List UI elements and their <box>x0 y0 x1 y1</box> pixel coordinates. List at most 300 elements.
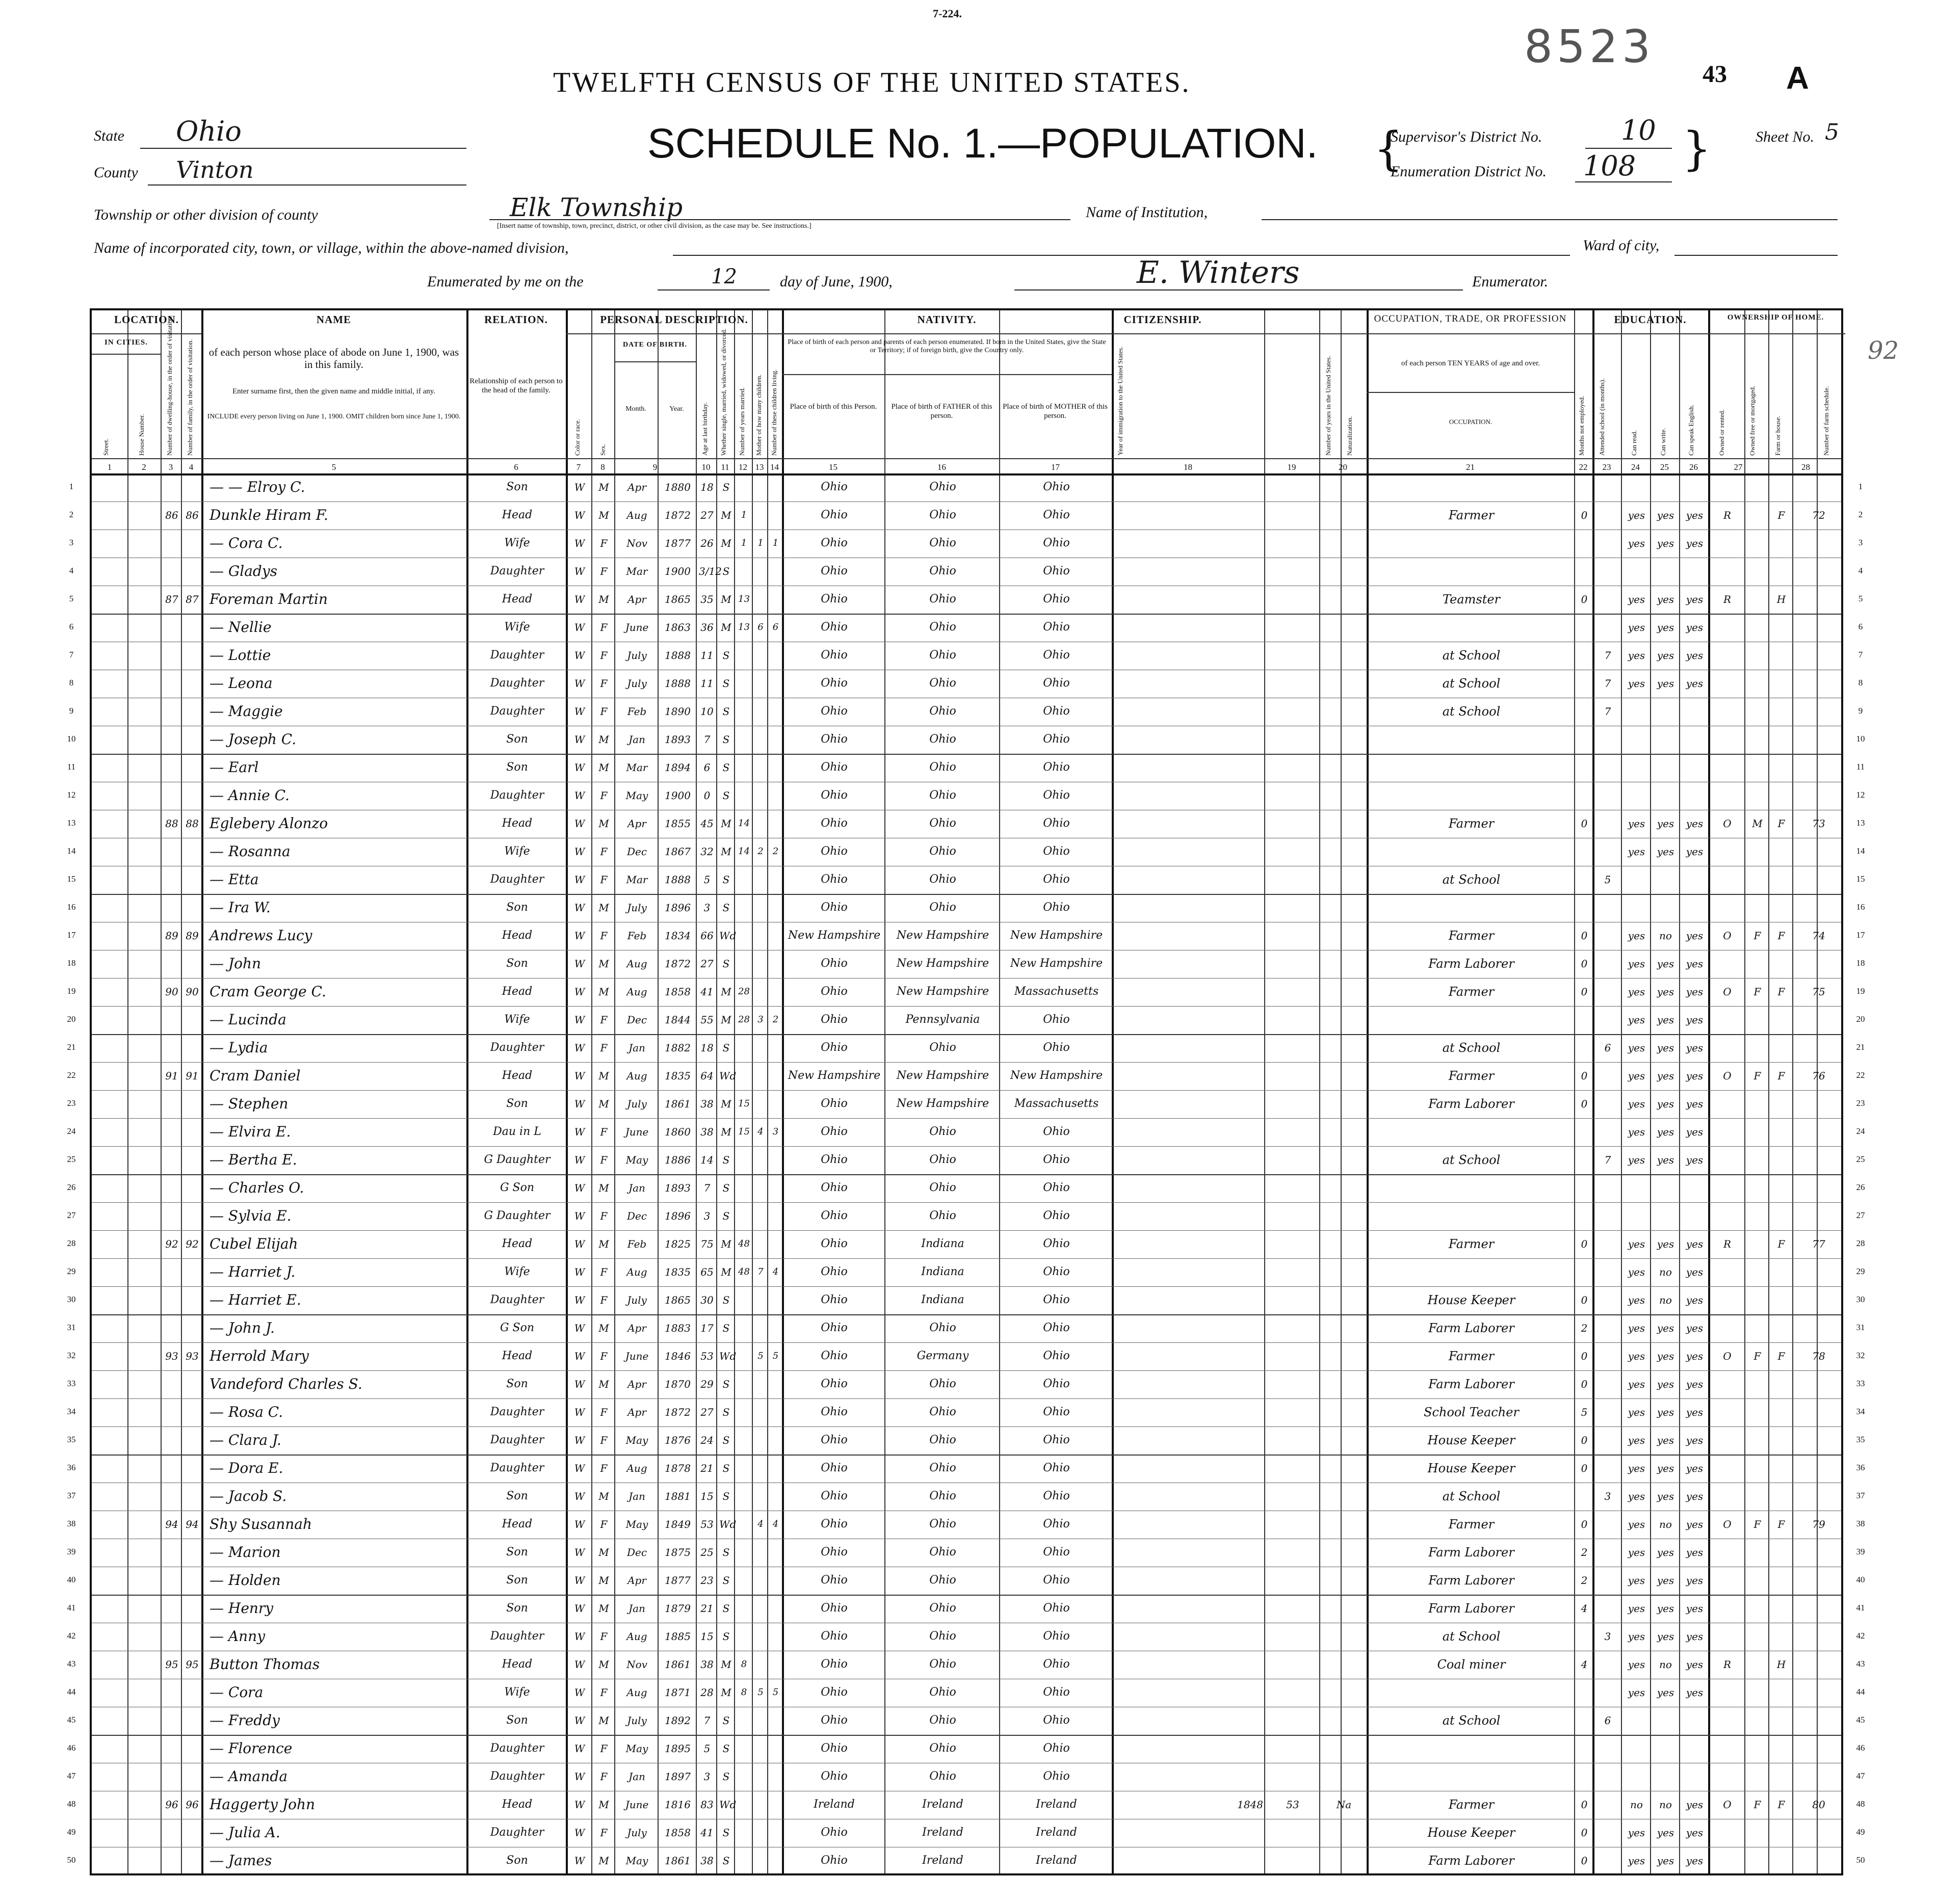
cell-yr: 1844 <box>665 1014 691 1026</box>
row-number: 26 <box>67 1182 76 1192</box>
column-rule <box>591 310 592 1873</box>
cell-fh: H <box>1776 1658 1786 1671</box>
cell-cl: 2 <box>772 1014 779 1025</box>
cell-c: W <box>574 1518 585 1530</box>
cell-age: 21 <box>700 1462 714 1474</box>
cell-fa: 90 <box>186 986 199 998</box>
naturalization-header: Naturalization. <box>1346 416 1353 456</box>
cell-yr: 1846 <box>665 1350 691 1362</box>
cell-s: M <box>598 1574 609 1586</box>
cell-mo: Nov <box>626 1658 647 1671</box>
cell-bp: Ohio <box>821 1293 848 1306</box>
cell-mo: Mar <box>626 761 648 774</box>
cell-bp: Ohio <box>821 1434 848 1446</box>
cell-bf: Ohio <box>929 1518 956 1530</box>
cell-own: O <box>1723 1070 1732 1082</box>
row-number: 47 <box>1856 1771 1865 1781</box>
cell-sc: 3 <box>1604 1490 1611 1502</box>
cell-c: W <box>574 902 585 914</box>
cell-bm: Ohio <box>1043 761 1070 774</box>
cell-fh: F <box>1777 930 1785 942</box>
cell-mo: Aug <box>626 1070 647 1082</box>
can-speak-header: Can speak English. <box>1687 404 1695 456</box>
cell-c: W <box>574 1126 585 1138</box>
cell-sp: yes <box>1686 1490 1704 1502</box>
cell-s: F <box>600 1294 608 1306</box>
cell-yr: 1872 <box>665 1406 691 1418</box>
row-rule <box>92 1398 1841 1399</box>
row-number: 3 <box>1858 538 1863 547</box>
cell-yr: 1875 <box>665 1546 691 1558</box>
cell-bf: Ohio <box>929 705 956 718</box>
column-number: 22 <box>1579 462 1588 472</box>
cell-name: Cram George C. <box>210 983 326 1000</box>
cell-wr: yes <box>1657 1042 1674 1054</box>
cell-rd: yes <box>1628 593 1645 605</box>
cell-bf: Ohio <box>929 1574 956 1586</box>
cell-wr: yes <box>1657 1855 1674 1867</box>
cell-c: W <box>574 537 585 549</box>
column-number: 26 <box>1689 462 1698 472</box>
cell-age: 26 <box>700 537 714 549</box>
cell-bf: Ohio <box>929 509 956 521</box>
cell-name: — Marion <box>210 1544 281 1561</box>
cell-bf: Ohio <box>929 845 956 858</box>
cell-rel: Head <box>502 1069 533 1082</box>
row-number: 16 <box>67 902 76 912</box>
cell-bm: Ohio <box>1043 1350 1070 1362</box>
cell-bm: New Hampshire <box>1010 957 1103 970</box>
cell-bf: New Hampshire <box>896 1069 989 1082</box>
cell-occ: House Keeper <box>1427 1433 1515 1447</box>
family-header: Number of family, in the order of visitation. <box>186 339 194 456</box>
cell-bp: Ohio <box>821 1153 848 1166</box>
column-number: 18 <box>1184 462 1192 472</box>
cell-bm: New Hampshire <box>1010 929 1103 942</box>
cell-ms: M <box>721 621 731 633</box>
cell-bp: Ohio <box>821 1546 848 1558</box>
row-rule <box>92 1258 1841 1259</box>
cell-name: — Maggie <box>210 703 283 720</box>
cell-c: W <box>574 1322 585 1334</box>
cell-fa: 95 <box>186 1658 199 1671</box>
cell-mo: May <box>625 1434 648 1446</box>
cell-bp: Ohio <box>821 1770 848 1783</box>
column-rule <box>658 310 659 1873</box>
cell-bp: Ohio <box>821 1350 848 1362</box>
cell-occ: Farmer <box>1448 929 1495 943</box>
cell-bm: Massachusetts <box>1014 1097 1099 1110</box>
cell-mo: July <box>627 1714 647 1727</box>
cell-fr: F <box>1753 1350 1761 1362</box>
row-number: 20 <box>67 1014 76 1024</box>
cell-own: R <box>1723 1658 1732 1671</box>
cell-name: Cram Daniel <box>210 1067 301 1084</box>
cell-c: W <box>574 565 585 577</box>
cell-bf: Ohio <box>929 1658 956 1671</box>
cell-mo: Feb <box>627 1238 647 1250</box>
cell-fs: 72 <box>1812 509 1825 521</box>
group-education: EDUCATION. <box>1614 313 1687 326</box>
cell-occ: Farmer <box>1448 1237 1495 1251</box>
cell-name: Cubel Elijah <box>210 1235 298 1252</box>
cell-age: 15 <box>700 1630 714 1643</box>
cell-wr: yes <box>1657 1406 1674 1418</box>
cell-ms: M <box>721 986 731 998</box>
cell-c: W <box>574 930 585 942</box>
cell-own: R <box>1723 509 1732 521</box>
row-number: 30 <box>67 1294 76 1304</box>
cell-wr: yes <box>1657 1378 1674 1390</box>
cell-name: — Etta <box>210 871 259 888</box>
cell-yr: 1892 <box>665 1714 691 1727</box>
cell-age: 53 <box>700 1518 714 1530</box>
cell-s: M <box>598 1238 609 1250</box>
column-rule <box>127 310 128 1873</box>
cell-bp: Ohio <box>821 677 848 690</box>
cell-ms: M <box>721 1238 731 1250</box>
row-number: 21 <box>1856 1042 1865 1052</box>
cell-age: 27 <box>700 958 714 970</box>
cell-bm: Ohio <box>1043 1742 1070 1755</box>
cell-wr: yes <box>1657 1126 1674 1138</box>
cell-bp: Ohio <box>821 1686 848 1699</box>
cell-sc: 3 <box>1604 1630 1611 1643</box>
cell-ms: S <box>722 1827 730 1839</box>
cell-s: M <box>598 481 609 493</box>
cell-bp: Ohio <box>821 1742 848 1755</box>
cell-mo: July <box>627 649 647 662</box>
cell-bf: Ohio <box>929 1742 956 1755</box>
cell-own: O <box>1723 986 1732 998</box>
cell-c: W <box>574 1434 585 1446</box>
cell-yr: 1886 <box>665 1154 691 1166</box>
form-number: 7-224. <box>933 7 962 20</box>
cell-name: — John <box>210 955 261 972</box>
cell-ym: 48 <box>738 1238 750 1249</box>
cell-bp: New Hampshire <box>788 1069 881 1082</box>
column-number: 10 <box>701 462 711 472</box>
row-number: 33 <box>1856 1379 1865 1388</box>
cell-age: 38 <box>700 1098 714 1110</box>
cell-yr: 1861 <box>665 1855 691 1867</box>
cell-name: — Julia A. <box>210 1824 280 1841</box>
cell-name: — Cora <box>210 1684 264 1701</box>
cell-ym: 15 <box>738 1126 750 1137</box>
cell-sc: 6 <box>1604 1714 1611 1727</box>
row-number: 37 <box>1856 1491 1865 1500</box>
cell-bf: Indiana <box>921 1265 964 1278</box>
cell-fr: F <box>1753 930 1761 942</box>
cell-occ: School Teacher <box>1424 1405 1519 1419</box>
row-number: 41 <box>1856 1603 1865 1612</box>
cell-name: — Holden <box>210 1572 281 1589</box>
column-rule <box>696 310 697 1873</box>
cell-name: — Lydia <box>210 1039 268 1056</box>
cell-rel: Son <box>506 1546 528 1558</box>
cell-rd: yes <box>1628 1126 1645 1138</box>
column-rule <box>767 310 768 1873</box>
cell-c: W <box>574 1238 585 1250</box>
cell-bp: Ohio <box>821 621 848 633</box>
cell-rel: Wife <box>504 1013 530 1026</box>
cell-yr: 1861 <box>665 1658 691 1671</box>
cell-rd: yes <box>1628 509 1645 521</box>
cell-bm: Ohio <box>1043 1518 1070 1530</box>
cell-name: — Anny <box>210 1628 266 1645</box>
cell-wr: yes <box>1657 677 1674 690</box>
cell-ne: 4 <box>1581 1658 1588 1671</box>
cell-c: W <box>574 705 585 718</box>
cell-ne: 0 <box>1581 1799 1588 1811</box>
cell-sc: 7 <box>1604 1154 1611 1166</box>
cell-ms: M <box>721 1686 731 1699</box>
cell-age: 7 <box>703 1182 711 1194</box>
cell-rel: Son <box>506 761 528 774</box>
cell-rel: Wife <box>504 1265 530 1278</box>
cell-name: — Nellie <box>210 619 272 636</box>
cell-rd: yes <box>1628 1827 1645 1839</box>
cell-bp: Ohio <box>821 1462 848 1474</box>
cell-bm: Ohio <box>1043 705 1070 718</box>
cell-cl: 3 <box>772 1126 779 1137</box>
row-number: 17 <box>67 930 76 940</box>
cell-mo: Jan <box>629 1770 645 1783</box>
column-number: 28 <box>1801 462 1810 472</box>
cell-s: F <box>600 1770 608 1783</box>
row-number: 47 <box>67 1771 76 1781</box>
cell-name: — Elvira E. <box>210 1123 291 1140</box>
cell-name: Foreman Martin <box>210 591 328 607</box>
sheet-label: Sheet No. <box>1756 128 1814 145</box>
cell-rel: Son <box>506 1574 528 1586</box>
cell-wr: yes <box>1657 509 1674 521</box>
cell-bm: Ohio <box>1043 593 1070 605</box>
cell-dw: 92 <box>165 1238 178 1250</box>
cell-ne: 0 <box>1581 1350 1588 1362</box>
cell-bf: Germany <box>917 1350 969 1362</box>
cell-fs: 77 <box>1812 1238 1825 1250</box>
cell-mc: 4 <box>757 1126 764 1137</box>
cell-occ: House Keeper <box>1427 1461 1515 1475</box>
years-married-header: Number of years married. <box>738 387 746 456</box>
cell-bm: Ohio <box>1043 481 1070 493</box>
enumerator-label: Enumerator. <box>1472 273 1549 290</box>
cell-yr: 1888 <box>665 649 691 662</box>
cell-mc: 5 <box>757 1687 764 1698</box>
group-ownership: OWNERSHIP OF HOME. <box>1727 313 1824 322</box>
cell-bp: Ohio <box>821 985 848 998</box>
cell-wr: yes <box>1657 1462 1674 1474</box>
cell-sp: yes <box>1686 1126 1704 1138</box>
cell-bm: Ireland <box>1036 1798 1077 1811</box>
cell-sp: yes <box>1686 1294 1704 1306</box>
cell-mo: June <box>625 1350 649 1362</box>
county-label: County <box>94 164 138 181</box>
cell-c: W <box>574 1350 585 1362</box>
cell-fa: 89 <box>186 930 199 942</box>
attended-school-header: Attended school (in months). <box>1598 378 1606 456</box>
cell-occ: Teamster <box>1442 592 1501 606</box>
cell-age: 38 <box>700 1126 714 1138</box>
cell-dw: 91 <box>165 1070 178 1082</box>
cell-sp: yes <box>1686 817 1704 830</box>
cell-rel: Daughter <box>490 649 544 662</box>
row-number: 39 <box>67 1547 76 1556</box>
cell-mo: May <box>625 789 648 802</box>
cell-name: Herrold Mary <box>210 1347 309 1364</box>
cell-c: W <box>574 1406 585 1418</box>
cell-s: M <box>598 1070 609 1082</box>
cell-bm: Ohio <box>1043 1434 1070 1446</box>
cell-fs: 80 <box>1812 1799 1825 1811</box>
cell-bm: Ireland <box>1036 1826 1077 1839</box>
cell-yr: 1890 <box>665 705 691 718</box>
cell-age: 5 <box>703 874 711 886</box>
cell-bp: Ohio <box>821 1209 848 1222</box>
cell-s: F <box>600 565 608 577</box>
cell-age: 24 <box>700 1434 714 1446</box>
row-number: 18 <box>67 958 76 968</box>
cell-ne: 0 <box>1581 1434 1588 1446</box>
cell-c: W <box>574 1098 585 1110</box>
cell-age: 35 <box>700 593 714 605</box>
cell-bf: Ohio <box>929 481 956 493</box>
cell-rel: Wife <box>504 845 530 858</box>
row-number: 13 <box>1856 818 1865 828</box>
header-rule <box>566 333 782 334</box>
cell-s: F <box>600 537 608 549</box>
cell-bf: Ohio <box>929 1153 956 1166</box>
cell-ne: 5 <box>1581 1406 1588 1418</box>
cell-mo: Aug <box>626 509 647 521</box>
row-number: 37 <box>67 1491 76 1500</box>
cell-yr: 1872 <box>665 958 691 970</box>
cell-s: M <box>598 1182 609 1194</box>
row-number: 35 <box>1856 1435 1865 1444</box>
row-number: 1 <box>1858 482 1863 491</box>
row-number: 8 <box>69 678 74 687</box>
cell-ms: S <box>722 1322 730 1334</box>
cell-sp: yes <box>1686 1406 1704 1418</box>
supervisor-value: 10 <box>1621 114 1656 146</box>
cell-bf: New Hampshire <box>896 957 989 970</box>
cell-c: W <box>574 986 585 998</box>
cell-sp: yes <box>1686 1686 1704 1699</box>
cell-rd: yes <box>1628 1546 1645 1558</box>
cell-rel: Son <box>506 1490 528 1502</box>
cell-wr: no <box>1659 1658 1672 1671</box>
cell-mc: 6 <box>757 622 764 632</box>
column-rule <box>1574 310 1575 1873</box>
birth-mother-header: Place of birth of MOTHER of this person. <box>1003 403 1108 420</box>
cell-sp: yes <box>1686 1658 1704 1671</box>
column-rule <box>1792 310 1793 1873</box>
cell-bm: Ohio <box>1043 789 1070 802</box>
cell-mo: July <box>627 1098 647 1110</box>
cell-bm: Ohio <box>1043 649 1070 662</box>
occupation-description: of each person TEN YEARS of age and over. <box>1401 359 1540 367</box>
cell-name: — Rosanna <box>210 843 291 860</box>
population-table <box>67 308 1865 1875</box>
cell-bf: Ohio <box>929 621 956 633</box>
cell-rd: yes <box>1628 677 1645 690</box>
cell-s: F <box>600 845 608 858</box>
cell-ms: S <box>722 1714 730 1727</box>
cell-bp: Ohio <box>821 873 848 886</box>
cell-name: — — Elroy C. <box>210 479 305 495</box>
cell-ym: 28 <box>738 1014 750 1025</box>
cell-age: 83 <box>700 1799 714 1811</box>
cell-mc: 1 <box>757 538 764 548</box>
cell-sp: yes <box>1686 1098 1704 1110</box>
marital-header: Whether single, married, widowed, or divorced. <box>720 328 727 456</box>
cell-rel: Daughter <box>490 789 544 802</box>
township-value: Elk Township <box>510 193 683 222</box>
cell-cl: 5 <box>772 1687 779 1698</box>
cell-yr: 1816 <box>665 1799 691 1811</box>
row-number: 43 <box>1856 1659 1865 1669</box>
column-rule <box>1679 310 1680 1873</box>
row-number: 27 <box>1856 1210 1865 1220</box>
cell-bf: Ohio <box>929 1406 956 1418</box>
cell-bf: Ohio <box>929 1714 956 1727</box>
sheet-value: 5 <box>1825 119 1839 145</box>
cell-rd: yes <box>1628 1462 1645 1474</box>
cell-bm: Ohio <box>1043 1714 1070 1727</box>
cell-wr: yes <box>1657 1827 1674 1839</box>
cell-s: F <box>600 1210 608 1222</box>
cell-c: W <box>574 677 585 690</box>
cell-bp: Ohio <box>821 1658 848 1671</box>
cell-bf: Pennsylvania <box>905 1013 980 1026</box>
cell-rel: Head <box>502 1658 533 1671</box>
row-number: 48 <box>67 1799 76 1809</box>
stamp-number: 8523 <box>1524 20 1655 73</box>
cell-occ: Farm Laborer <box>1428 1097 1514 1111</box>
cell-dw: 90 <box>165 986 178 998</box>
cell-bp: Ohio <box>821 1490 848 1502</box>
cell-bf: Ohio <box>929 761 956 774</box>
cell-ym: 8 <box>741 1659 747 1670</box>
cell-occ: Farmer <box>1448 1797 1495 1812</box>
row-number: 33 <box>67 1379 76 1388</box>
cell-rel: Wife <box>504 1686 530 1699</box>
cell-ms: S <box>722 705 730 718</box>
cell-c: W <box>574 1658 585 1671</box>
cell-sp: yes <box>1686 1434 1704 1446</box>
row-rule-bold <box>92 614 1841 615</box>
cell-rd: yes <box>1628 1574 1645 1586</box>
cell-name: — Henry <box>210 1600 274 1617</box>
row-number: 16 <box>1856 902 1865 912</box>
cell-bp: Ohio <box>821 733 848 746</box>
cell-mo: Aug <box>626 986 647 998</box>
cell-fs: 76 <box>1812 1070 1825 1082</box>
cell-sp: yes <box>1686 1574 1704 1586</box>
cell-yr: 1895 <box>665 1742 691 1755</box>
row-number: 12 <box>67 790 76 800</box>
enumerated-prefix: Enumerated by me on the <box>427 273 584 290</box>
row-number: 30 <box>1856 1294 1865 1304</box>
cell-sp: yes <box>1686 1070 1704 1082</box>
enumeration-label: Enumeration District No. <box>1391 163 1547 180</box>
row-rule-bold <box>92 1034 1841 1035</box>
cell-bf: Ohio <box>929 677 956 690</box>
cell-name: Andrews Lucy <box>210 927 312 944</box>
column-number: 14 <box>770 462 779 472</box>
cell-bm: Ohio <box>1043 1574 1070 1586</box>
